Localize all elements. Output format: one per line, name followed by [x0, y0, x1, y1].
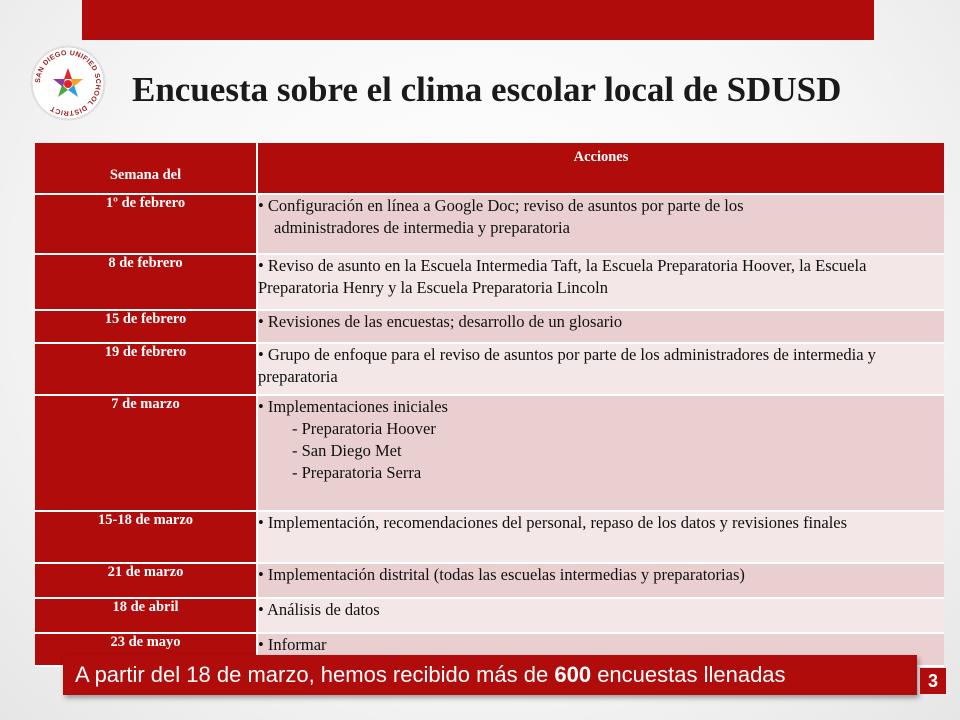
table-row: [35, 310, 944, 343]
action-cell: [257, 395, 944, 511]
banner-suffix: encuestas llenadas: [591, 662, 786, 687]
table-row: [35, 343, 944, 395]
action-line: • Implementación, recomendaciones del personal, repaso de los datos y revisiones finales: [258, 513, 848, 532]
week-cell: 23 de mayo: [35, 633, 257, 666]
action-cell: [257, 343, 944, 395]
table-row: [35, 598, 944, 633]
week-cell: 15-18 de marzo: [35, 511, 257, 563]
week-cell: 18 de abril: [35, 598, 257, 633]
table-header-row: [35, 143, 944, 194]
sdusd-logo: [30, 45, 106, 121]
action-cell: [257, 563, 944, 598]
table-row: [35, 194, 944, 254]
action-line: • Implementación distrital (todas las escuelas intermedias y preparatorias): [258, 565, 745, 584]
banner-prefix: A partir del 18 de marzo, hemos recibido más de: [75, 662, 555, 687]
svg-text:SAN DIEGO UNIFIED SCHOOL DISTR: SAN DIEGO UNIFIED SCHOOL DISTRICT: [34, 49, 102, 117]
action-line: • Implementaciones iniciales: [258, 397, 448, 416]
table-row: [35, 563, 944, 598]
banner-number: 600: [554, 662, 592, 687]
action-cell: [257, 254, 944, 310]
action-cell: [257, 511, 944, 563]
table-row: [35, 511, 944, 563]
page-title: Encuesta sobre el clima escolar local de SDUSD: [132, 70, 842, 109]
week-cell: 8 de febrero: [35, 254, 257, 310]
action-cell: [257, 310, 944, 343]
table-row: [35, 395, 944, 511]
action-line: • Reviso de asunto en la Escuela Intermedia Taft, la Escuela Preparatoria Hoover, la Escuela Preparatoria Henry y la Escuela Preparatoria Lincoln: [258, 256, 867, 297]
action-line: • Análisis de datos: [258, 600, 380, 619]
page-number: 3: [920, 668, 946, 694]
column-header-actions: Acciones: [257, 143, 944, 194]
summary-banner: [63, 655, 917, 695]
action-subitem: - San Diego Met: [292, 441, 402, 460]
action-subitem: - Preparatoria Hoover: [292, 419, 436, 438]
table-row: [35, 254, 944, 310]
week-cell: 15 de febrero: [35, 310, 257, 343]
schedule-table: [35, 143, 944, 667]
action-line: administradores de intermedia y preparatoria: [274, 218, 570, 237]
action-cell: [257, 598, 944, 633]
top-accent-band: [82, 0, 874, 40]
action-line: • Grupo de enfoque para el reviso de asuntos por parte de los administradores de intermedia y preparatoria: [258, 345, 876, 386]
week-cell: 21 de marzo: [35, 563, 257, 598]
week-cell: 7 de marzo: [35, 395, 257, 511]
column-header-week: Semana del: [35, 143, 257, 194]
week-cell: 19 de febrero: [35, 343, 257, 395]
week-cell: 1º de febrero: [35, 194, 257, 254]
action-line: • Revisiones de las encuestas; desarrollo de un glosario: [258, 312, 623, 331]
action-line: • Informar: [258, 635, 327, 654]
action-subitem: - Preparatoria Serra: [292, 463, 422, 482]
action-line: • Configuración en línea a Google Doc; reviso de asuntos por parte de los: [258, 196, 744, 215]
action-cell: [257, 194, 944, 254]
